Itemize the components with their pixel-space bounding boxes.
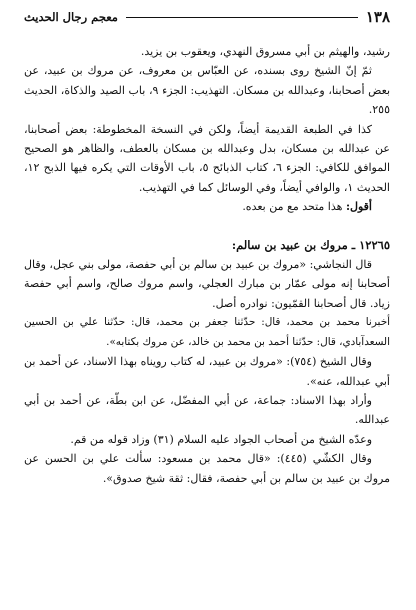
paragraph-continuation: رشيد، والهيثم بن أبي مسروق النهدي، ويعقوب بن يزيد. — [140, 45, 390, 58]
spacer — [24, 217, 390, 236]
note-label: أقول: — [345, 200, 372, 214]
page-body — [24, 42, 390, 488]
note-text: هذا متحد مع من بعده. — [242, 200, 346, 214]
page-number: ١٣٨ — [365, 8, 390, 26]
paragraph-sheikh-narration: ثمّ إنّ الشيخ روى بسنده، عن العبّاس بن معروف، عن مروك بن عبيد، عن بعض أصحابنا، وعبدالله بن مسكان. التهذيب: الجزء ٩، باب الصيد والذكاة، الحديث ٢٥٥. — [24, 64, 391, 117]
running-header — [24, 6, 390, 28]
entry-title: ١٢٢٦٥ ـ مروك بن عبيد بن سالم: — [231, 237, 390, 252]
entry-kashshi: وقال الكشّي (٤٤٥): «قال محمد بن مسعود: سألت علي بن الحسن عن مروك بن عبيد بن سالم بن أبي حفصة، فقال: ثقة شيخ صدوق». — [24, 452, 390, 485]
entry-isnad: وأراد بهذا الاسناد: جماعة، عن أبي المفضّل، عن ابن بطّة، عن أحمد بن أبي عبدالله. — [24, 393, 390, 427]
entry-chain: أخبرنا محمد بن محمد، قال: حدّثنا جعفر بن محمد، قال: حدّثنا علي بن الحسين السعدآبادي، قال: حدّثنا أحمد بن محمد بن خالد، عن مروك بكتابه». — [24, 316, 390, 348]
entry-sheikh: وقال الشيخ (٧٥٤): «مروك بن عبيد، له كتاب رويناه بهذا الاسناد، عن أحمد بن أبي عبدالله، عنه». — [24, 355, 390, 388]
paragraph-manuscript-note: كذا في الطبعة القديمة أيضاً، ولكن في النسخة المخطوطة: بعض أصحابنا، عن عبدالله بن مسكان، بدل وعبدالله بن مسكان بالعطف، والظاهر هو الصحيح الموافق للكافي: الجزء ٦، كتاب الذبائح ٥، باب الأوقات التي يكره فيها الذبح ١٢، الحديث ١، والوافي أيضاً، وفي الوسائل كما في التهذيب. — [24, 122, 390, 194]
book-title: معجم رجال الحديث — [24, 10, 118, 24]
paragraph-note — [24, 197, 390, 216]
header-rule — [126, 17, 358, 18]
entry-companions: وعدّه الشيخ من أصحاب الجواد عليه السلام (٣١) وزاد قوله من قم. — [70, 432, 372, 446]
entry-najashi: قال النجاشي: «مروك بن عبيد بن سالم بن أبي حفصة، مولى بني عجل، وقال أصحابنا إنه مولى عمّار بن مبارك العجلي، واسم مروك صالح، واسم أبي حفصة زياد. قال أصحابنا القمّيون: نوادره أصل. — [24, 258, 390, 310]
